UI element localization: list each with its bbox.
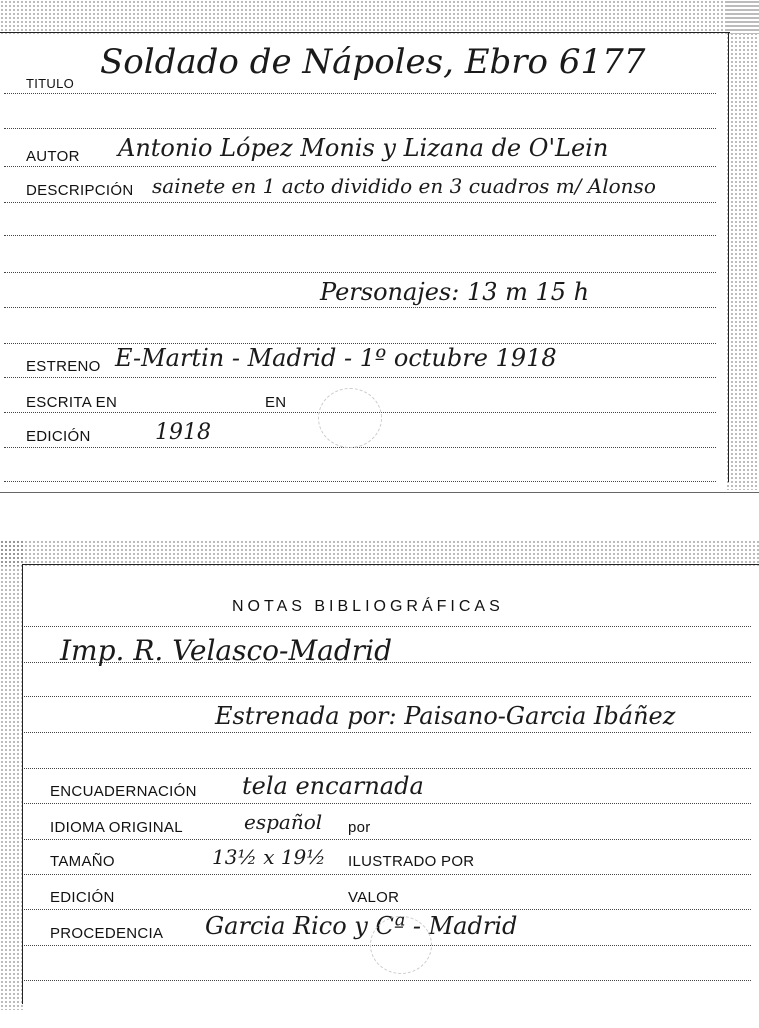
estreno-label: ESTRENO <box>26 358 101 375</box>
idioma-original-value: español <box>244 810 323 834</box>
line <box>4 272 716 273</box>
line <box>24 696 751 697</box>
card-top-border <box>22 564 759 565</box>
descripcion-value: sainete en 1 acto dividido en 3 cuadros m/ Alonso <box>152 174 656 198</box>
tamano-label: TAMAÑO <box>50 853 115 870</box>
titulo-label: TITULO <box>26 76 75 91</box>
card-right-border <box>728 32 729 482</box>
idioma-original-label: IDIOMA ORIGINAL <box>50 819 183 836</box>
autor-value: Antonio López Monis y Lizana de O'Lein <box>118 134 609 162</box>
en-label: EN <box>265 394 287 411</box>
notas-heading: NOTAS BIBLIOGRÁFICAS <box>232 598 504 615</box>
note-line-2: Estrenada por: Paisano-Garcia Ibáñez <box>215 702 676 730</box>
edicion-value: 1918 <box>155 420 211 445</box>
line <box>4 377 716 378</box>
line <box>4 481 716 482</box>
faded-stamp-mark <box>318 388 382 448</box>
encuadernacion-value: tela encarnada <box>242 772 424 800</box>
edicion-label: EDICIÓN <box>26 428 91 445</box>
faded-stamp-mark <box>370 916 432 974</box>
catalog-card-top <box>0 0 740 492</box>
autor-label: AUTOR <box>26 148 80 165</box>
card-left-border <box>22 564 23 1004</box>
line <box>24 839 751 840</box>
line <box>4 202 716 203</box>
card-top-border <box>0 32 730 33</box>
procedencia-label: PROCEDENCIA <box>50 925 164 942</box>
note-line-1: Imp. R. Velasco-Madrid <box>60 634 393 667</box>
valor-label: VALOR <box>348 889 400 906</box>
card-edge-texture <box>0 0 759 34</box>
edicion-label-2: EDICIÓN <box>50 889 115 906</box>
tamano-value: 13½ x 19½ <box>212 845 326 869</box>
descripcion-label: DESCRIPCIÓN <box>26 182 134 199</box>
encuadernacion-label: ENCUADERNACIÓN <box>50 783 197 800</box>
line <box>24 909 751 910</box>
card-edge-texture <box>726 0 759 490</box>
line <box>4 128 716 129</box>
card-edge-texture <box>0 540 24 1010</box>
line <box>24 626 751 627</box>
line <box>4 235 716 236</box>
titulo-value: Soldado de Nápoles, Ebro 6177 <box>100 42 646 82</box>
line <box>24 980 751 981</box>
ilustrado-por-label: ILUSTRADO POR <box>348 853 475 870</box>
procedencia-value: Garcia Rico y Cª - Madrid <box>205 912 518 940</box>
line <box>4 307 716 308</box>
estreno-value: E-Martin - Madrid - 1º octubre 1918 <box>115 344 557 372</box>
line <box>4 93 716 94</box>
por-label: por <box>348 819 371 836</box>
line <box>4 166 716 167</box>
line <box>4 447 716 448</box>
card-separator <box>0 492 759 493</box>
escrita-en-label: ESCRITA EN <box>26 394 118 411</box>
line <box>24 732 751 733</box>
line <box>24 768 751 769</box>
card-edge-texture <box>0 540 759 566</box>
line <box>24 803 751 804</box>
line <box>24 874 751 875</box>
catalog-card-bottom <box>0 540 759 1028</box>
personajes-value: Personajes: 13 m 15 h <box>320 278 590 306</box>
